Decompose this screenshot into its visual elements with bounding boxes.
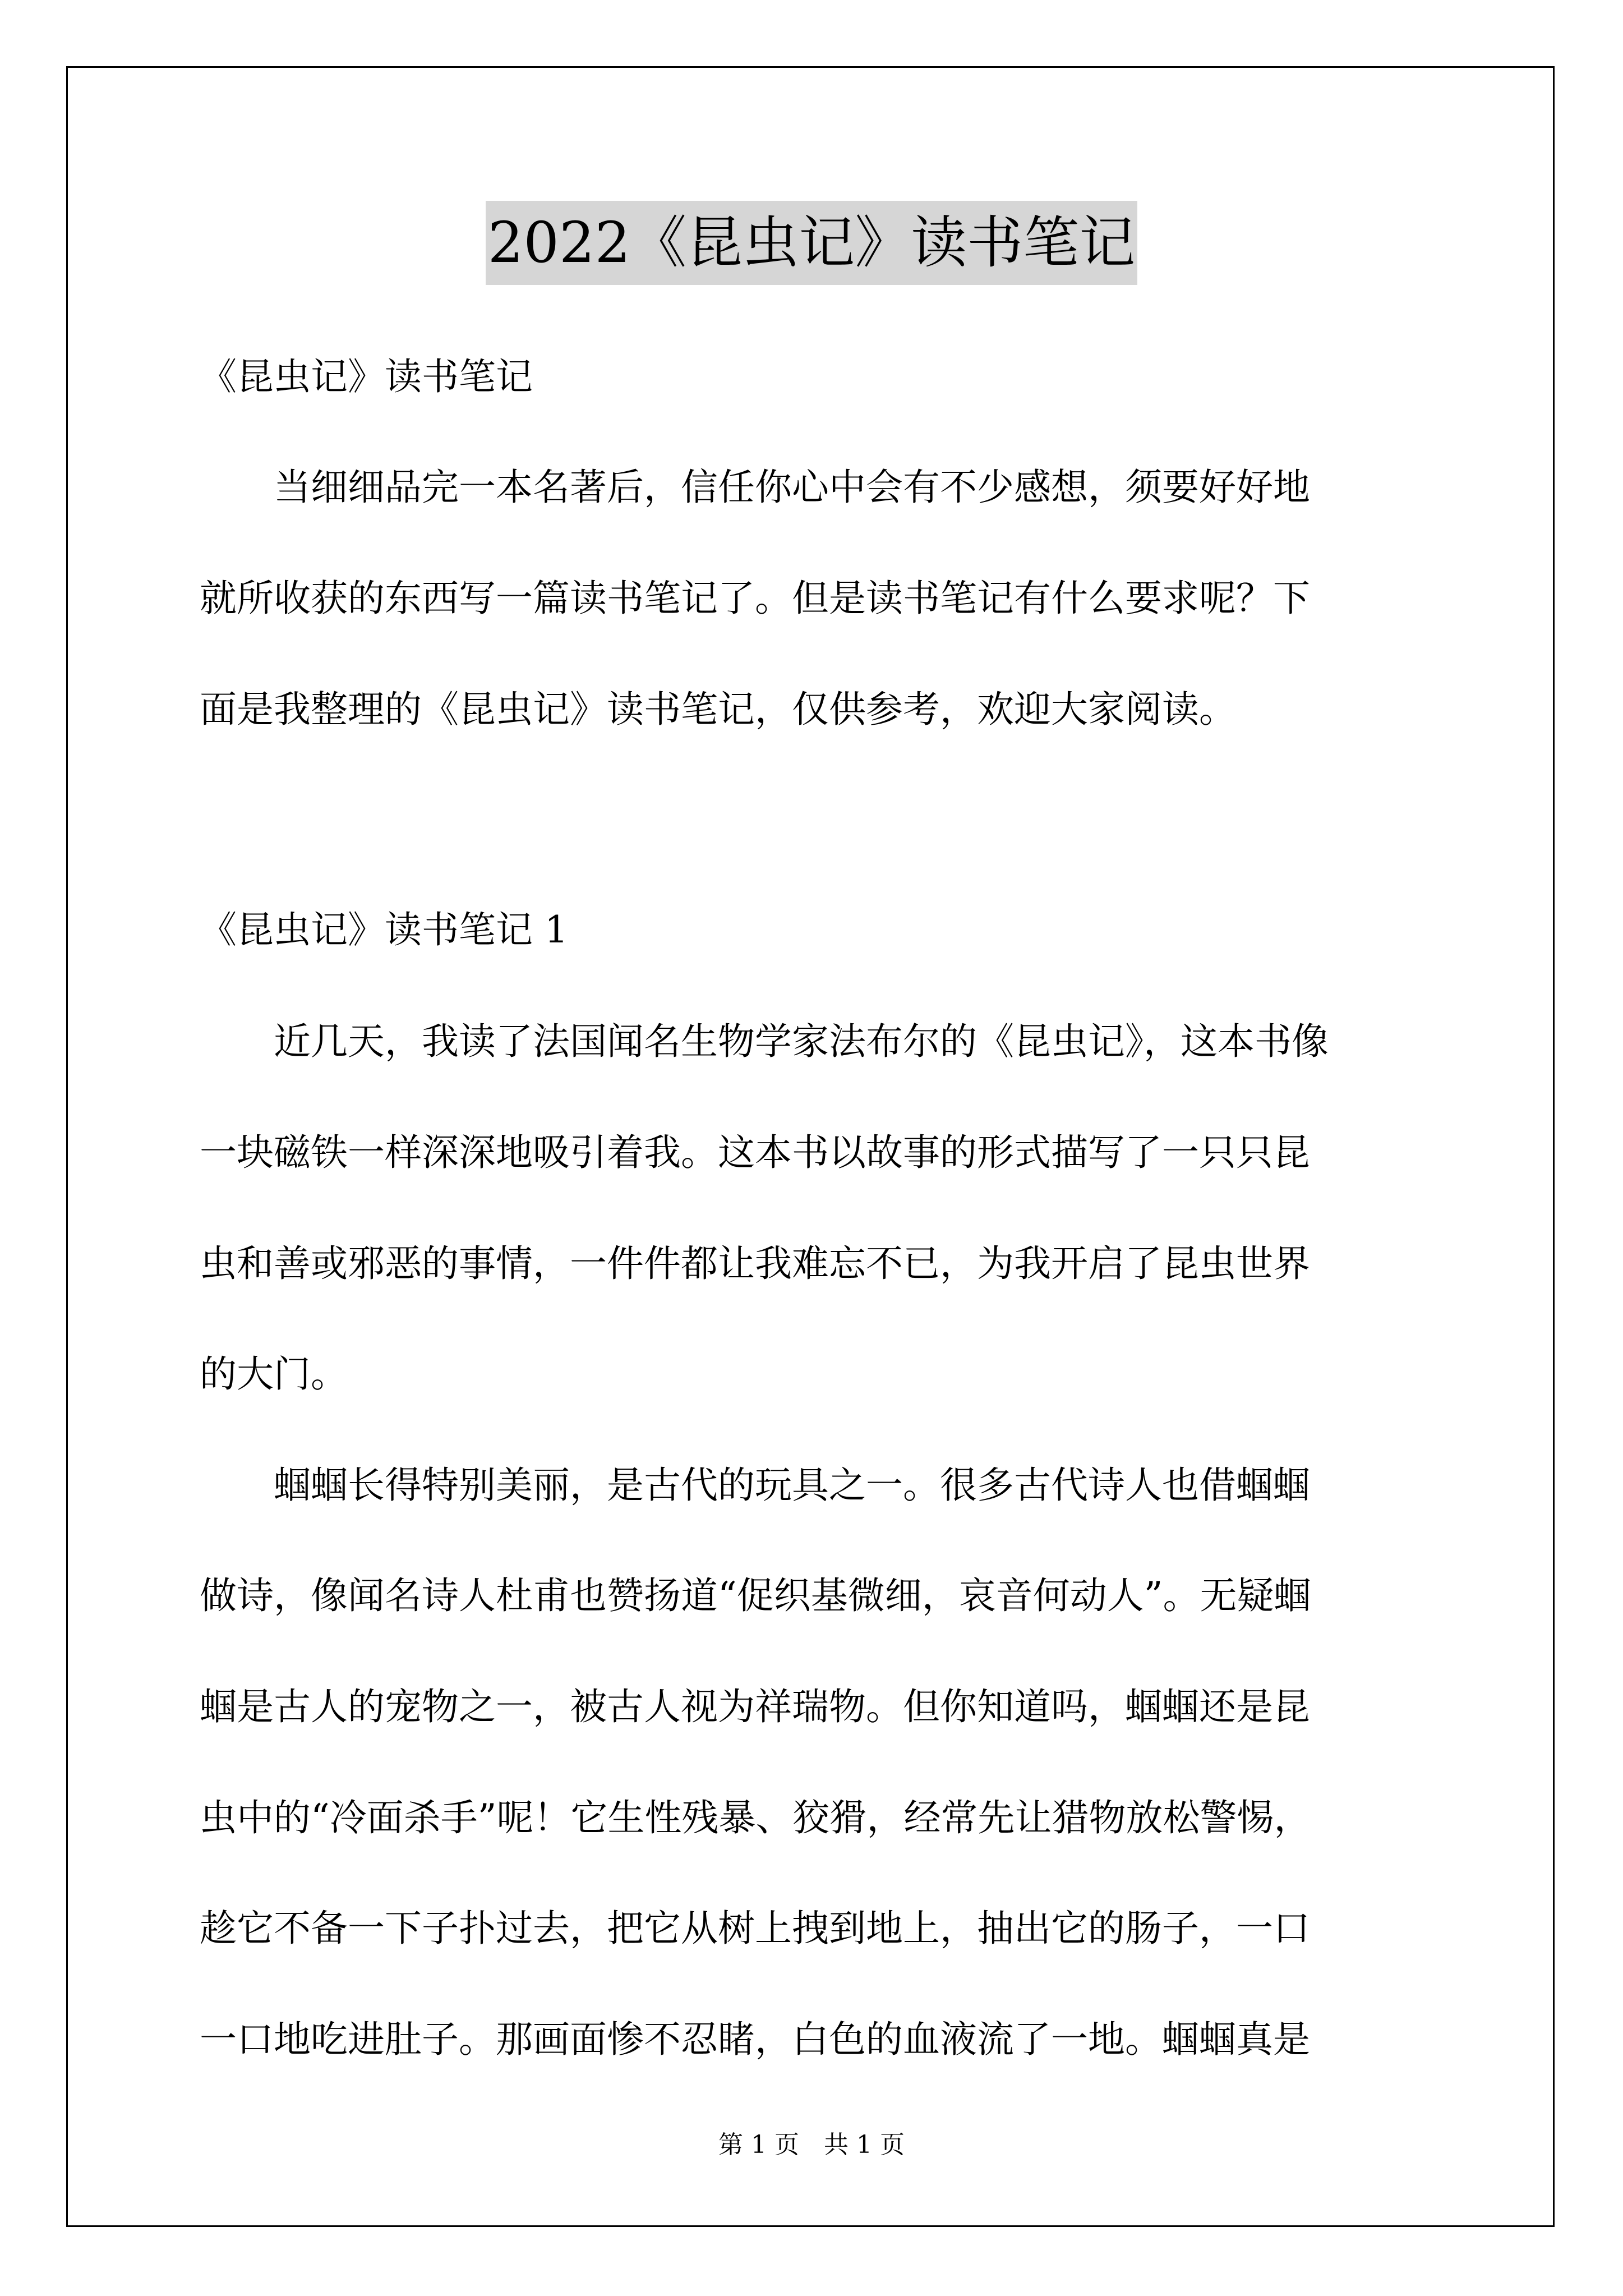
para2-line-2: 做诗，像闻名诗人杜甫也赞扬道“促织基微细，哀音何动人”。无疑蝈 xyxy=(200,1574,1311,1617)
para1-line-1: 近几天，我读了法国闻名生物学家法布尔的《昆虫记》，这本书像 xyxy=(200,1020,1329,1063)
para2-line-5: 趁它不备一下子扑过去，把它从树上拽到地上，抽出它的肠子，一口 xyxy=(200,1907,1310,1950)
document-subtitle: 《昆虫记》读书笔记 xyxy=(200,355,533,398)
para1-line-3: 虫和善或邪恶的事情，一件件都让我难忘不已，为我开启了昆虫世界 xyxy=(200,1242,1310,1285)
intro-line-2: 就所收获的东西写一篇读书笔记了。但是读书笔记有什么要求呢？下 xyxy=(200,577,1310,620)
page-footer: 第 1 页 共 1 页 xyxy=(718,2131,905,2159)
para2-line-3: 蝈是古人的宠物之一，被古人视为祥瑞物。但你知道吗，蝈蝈还是昆 xyxy=(200,1685,1310,1728)
para2-line-1: 蝈蝈长得特别美丽，是古代的玩具之一。很多古代诗人也借蝈蝈 xyxy=(200,1464,1310,1507)
section-heading: 《昆虫记》读书笔记 1 xyxy=(200,908,568,951)
intro-line-3: 面是我整理的《昆虫记》读书笔记，仅供参考，欢迎大家阅读。 xyxy=(200,688,1236,731)
para1-line-4: 的大门。 xyxy=(200,1352,348,1396)
para2-line-6: 一口地吃进肚子。那画面惨不忍睹，白色的血液流了一地。蝈蝈真是 xyxy=(200,2018,1310,2061)
para2-line-4: 虫中的“冷面杀手”呢！它生性残暴、狡猾，经常先让猎物放松警惕， xyxy=(200,1796,1311,1839)
para1-line-2: 一块磁铁一样深深地吸引着我。这本书以故事的形式描写了一只只昆 xyxy=(200,1131,1310,1174)
intro-line-1: 当细细品完一本名著后，信任你心中会有不少感想，须要好好地 xyxy=(200,466,1310,509)
title-container xyxy=(0,201,1623,285)
document-title: 2022《昆虫记》读书笔记 xyxy=(486,201,1138,285)
